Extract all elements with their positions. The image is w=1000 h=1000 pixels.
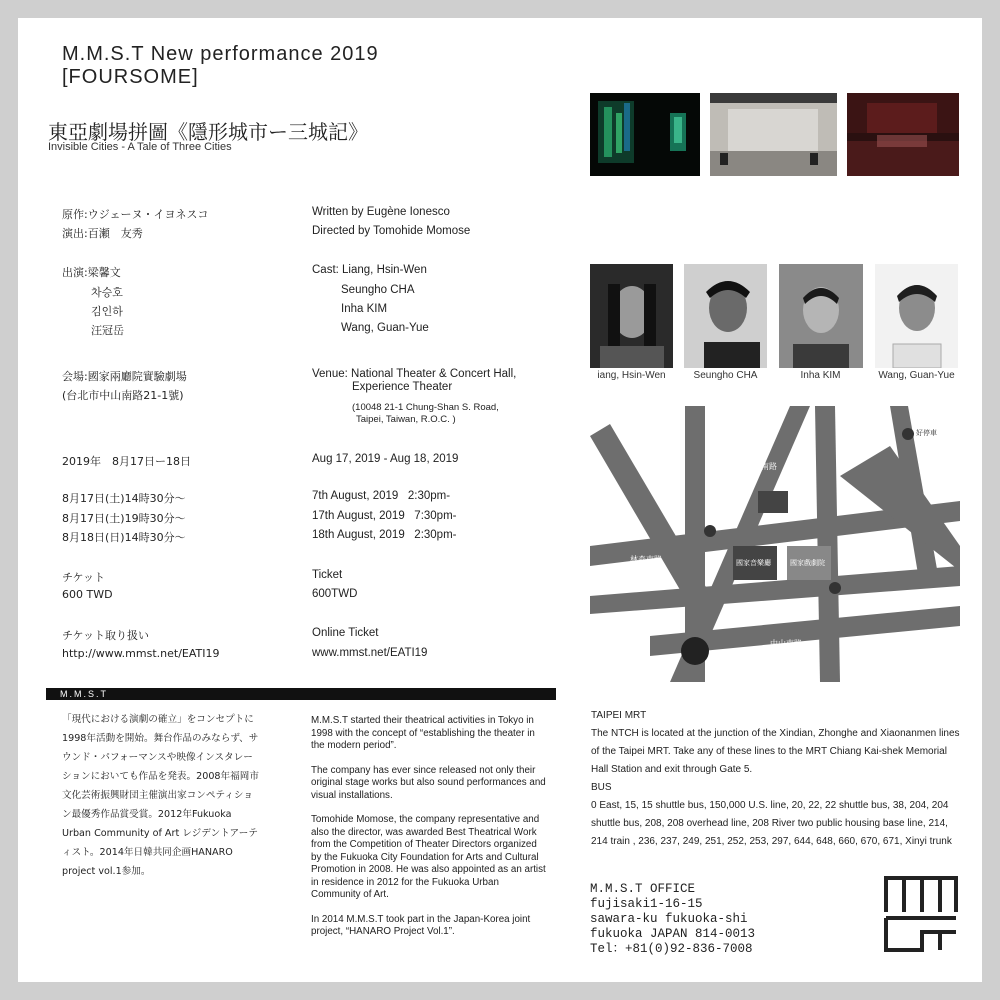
transport-info xyxy=(591,707,966,851)
ticket-price-jp: 600 TWD xyxy=(62,588,113,601)
cast-portrait-1 xyxy=(590,264,673,368)
cast-caption-2: Seungho CHA xyxy=(693,370,758,381)
map-label-theater: 國家戲劇院 xyxy=(790,559,825,567)
about-en-paragraph-2: The company has ever since released not only their original stage works but also sound performances and visual installations. xyxy=(311,764,546,801)
map-label-3: 中山南路 xyxy=(770,639,802,648)
page-subtitle: [FOURSOME] xyxy=(62,66,199,88)
bus-heading: BUS xyxy=(591,782,612,793)
cast-portrait-3 xyxy=(779,264,863,368)
stage-photo-3 xyxy=(847,93,959,176)
office-line-5: Tel：+81(0)92-836-7008 xyxy=(590,942,753,956)
office-address xyxy=(590,882,755,957)
office-line-4: fukuoka JAPAN 814-0013 xyxy=(590,927,756,941)
show-jp-3: 8月18日(日)14時30分～ xyxy=(62,531,186,544)
show-jp-1: 8月17日(土)14時30分～ xyxy=(62,492,186,505)
cast-portrait-4 xyxy=(875,264,958,368)
dates-jp: 2019年 8月17日ー18日 xyxy=(62,455,191,468)
cast-caption-4: Wang, Guan-Yue xyxy=(878,370,955,381)
office-line-1: M.M.S.T OFFICE xyxy=(590,882,696,896)
mrt-text: The NTCH is located at the junction of the Xindian, Zhonghe and Xiaonanmen lines of the Taipei MRT. Take any of these lines to the MRT Chiang Kai-shek Memorial Hall Station and exit through Gate 5. xyxy=(591,728,960,775)
cast-caption-1: iang, Hsin-Wen xyxy=(597,370,666,381)
ticket-jp: チケット xyxy=(62,571,106,584)
online-url-en[interactable]: www.mmst.net/EATI19 xyxy=(312,647,428,659)
author-jp: 原作:ウジェーヌ・イヨネスコ xyxy=(62,208,209,221)
office-line-2: fujisaki1-16-15 xyxy=(590,897,703,911)
about-en-paragraph-4: In 2014 M.M.S.T took part in the Japan-Korea joint project, “HANARO Project Vol.1”. xyxy=(311,913,531,937)
section-bar-label: M.M.S.T xyxy=(60,689,108,699)
director-jp: 演出:百瀬 友秀 xyxy=(62,227,143,240)
stage-photo-2 xyxy=(710,93,837,176)
show-en-3: 18th August, 2019 2:30pm- xyxy=(312,529,457,541)
venue-jp-address: (台北市中山南路21-1號) xyxy=(62,389,184,402)
stage-photo-1 xyxy=(590,93,700,176)
cast-jp-3: 김인하 xyxy=(91,305,123,318)
cast-en-1: Cast: Liang, Hsin-Wen xyxy=(312,264,427,276)
show-en-2: 17th August, 2019 7:30pm- xyxy=(312,510,457,522)
map-label-parking: 好停車 xyxy=(916,429,937,437)
ticket-en: Ticket xyxy=(312,569,343,581)
mmst-logo-icon xyxy=(882,874,960,954)
cast-jp-1: 出演:梁馨文 xyxy=(62,266,121,279)
cast-portrait-2 xyxy=(684,264,767,368)
venue-address-2: Taipei, Taiwan, R.O.C. ) xyxy=(356,414,456,425)
venue-en-2: Experience Theater xyxy=(352,381,453,393)
bus-text: 0 East, 15, 15 shuttle bus, 150,000 U.S. line, 20, 22, 22 shuttle bus, 38, 204, 204 shuttle bus, 208, 208 overhead line, 208 River two public housing base line, 214, 214 train , 236, 237, 249, 251, 252, 253, 297, 644, 648, 660, 670, 671, Xinyi trunk xyxy=(591,800,952,847)
about-en-text xyxy=(311,715,549,951)
cast-en-3: Inha KIM xyxy=(341,303,388,315)
cast-jp-2: 차승호 xyxy=(91,286,123,299)
online-url-jp[interactable]: http://www.mmst.net/EATI19 xyxy=(62,647,220,660)
ticket-price-en: 600TWD xyxy=(312,588,358,600)
online-en: Online Ticket xyxy=(312,627,379,639)
director-en: Directed by Tomohide Momose xyxy=(312,225,471,237)
office-line-3: sawara-ku fukuoka-shi xyxy=(590,912,748,926)
cast-en-2: Seungho CHA xyxy=(341,284,415,296)
about-jp-text: 「現代における演劇の確立」をコンセプトに1998年活動を開始。舞台作品のみならず、サウンド・パフォーマンスや映像インスタレーションにおいても作品を発表。2008年福岡市文化芸術振興財団主催演出家コンペティション最優秀作品賞受賞。2012年Fukuoka Urban Community of Art レジデントアーティスト。2014年日韓共同企画HANARO project vol.1参加。 xyxy=(62,714,259,877)
venue-map xyxy=(590,406,960,682)
title-chinese: 東亞劇場拼圖《隱形城市ー三城記》 xyxy=(48,120,368,144)
cast-caption-3: Inha KIM xyxy=(800,370,841,381)
map-label-2: 林森南路 xyxy=(630,555,662,564)
section-bar xyxy=(46,688,556,700)
cast-jp-4: 汪冠岳 xyxy=(91,324,124,337)
about-en-paragraph-3: Tomohide Momose, the company representative and also the director, was awarded Best Theatrical Work from the Competition of Theater Directors organized by the Fukuoka City Foundation for Arts and Cultural Promotion in 2008. He was also appointed as an artist in residence in 2012 for the Fukuoka Urban Community of Art. xyxy=(311,814,546,900)
map-label-concert-hall: 國家音樂廳 xyxy=(736,559,771,567)
map-label-1: 杭州南路 xyxy=(745,462,777,471)
show-jp-2: 8月17日(土)19時30分～ xyxy=(62,512,186,525)
mrt-heading: TAIPEI MRT xyxy=(591,710,647,721)
title-english: Invisible Cities - A Tale of Three Cities xyxy=(48,141,232,153)
cast-en-4: Wang, Guan-Yue xyxy=(341,322,429,334)
about-en-paragraph-1: M.M.S.T started their theatrical activities in Tokyo in 1998 with the concept of “establishing the theater in the modern period”. xyxy=(311,715,535,751)
venue-jp: 会場:國家兩廳院實驗劇場 xyxy=(62,370,187,383)
page-title: M.M.S.T New performance 2019 xyxy=(62,43,379,65)
online-jp: チケット取り扱い xyxy=(62,629,150,642)
dates-en: Aug 17, 2019 - Aug 18, 2019 xyxy=(312,453,459,465)
show-en-1: 7th August, 2019 2:30pm- xyxy=(312,490,451,502)
venue-address-1: (10048 21-1 Chung-Shan S. Road, xyxy=(352,402,499,413)
author-en: Written by Eugène Ionesco xyxy=(312,206,450,218)
venue-en: Venue: National Theater & Concert Hall, xyxy=(312,368,517,380)
